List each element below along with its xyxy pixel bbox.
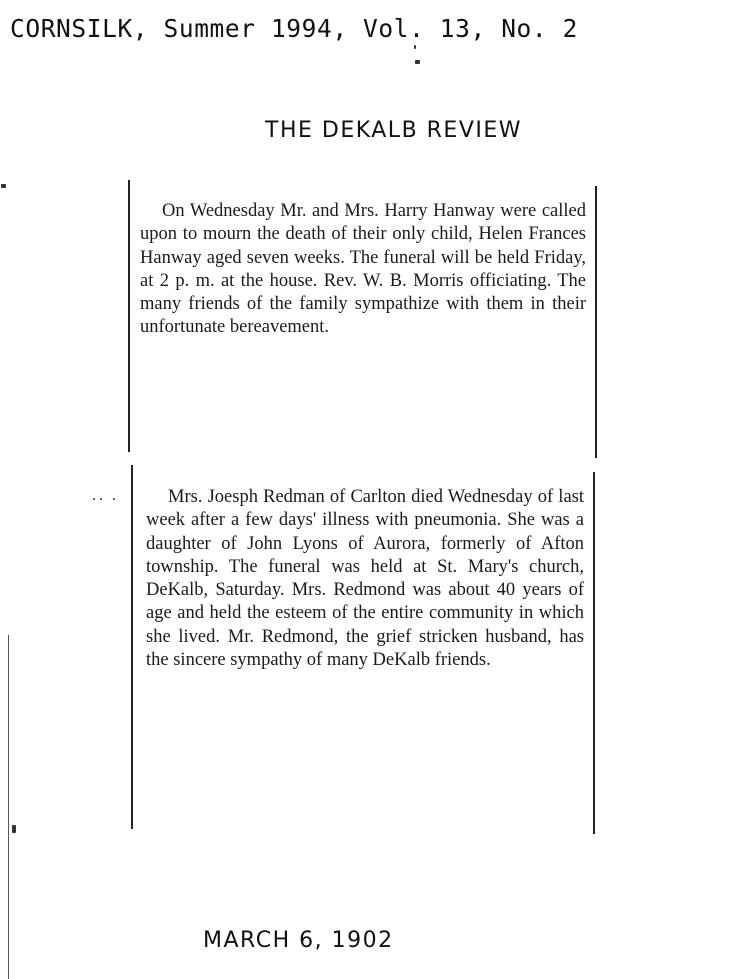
article-2-left-rule bbox=[131, 465, 133, 829]
left-margin-mark bbox=[8, 635, 9, 979]
scan-speck bbox=[12, 825, 16, 833]
publication-date: MARCH 6, 1902 bbox=[203, 928, 394, 953]
newspaper-title: THE DEKALB REVIEW bbox=[265, 118, 523, 143]
scan-speck bbox=[113, 498, 115, 500]
article-1-left-rule bbox=[128, 180, 130, 452]
publication-header: CORNSILK, Summer 1994, Vol. 13, No. 2 bbox=[10, 14, 578, 43]
article-2-right-rule bbox=[593, 472, 595, 834]
scan-speck bbox=[100, 498, 102, 500]
article-redman-text: Mrs. Joesph Redman of Carlton died Wednesday of last week after a few days' illness with pneumonia. She was a daughter of John Lyons of Aurora, formerly of Afton township. The funeral was held at St. Mary's church, DeKalb, Saturday. Mrs. Redmond was about 40 years of age and held the esteem of the entire community in which she lived. Mr. Redmond, the grief stricken husband, has the sincere sympathy of many DeKalb friends. bbox=[146, 487, 584, 671]
scan-speck bbox=[414, 45, 416, 49]
scan-speck bbox=[93, 498, 95, 500]
scan-speck bbox=[1, 184, 6, 188]
article-hanway-text: On Wednesday Mr. and Mrs. Harry Hanway were called upon to mourn the death of their only child, Helen Frances Hanway aged seven weeks. The funeral will be held Friday, at 2 p. m. at the house. Rev. W. B. Morris officiating. The many friends of the family sympathize with them in their unfortunate bereavement. bbox=[140, 201, 586, 338]
article-hanway bbox=[140, 200, 586, 340]
article-redman bbox=[146, 486, 584, 672]
scan-speck bbox=[415, 60, 420, 64]
article-1-right-rule bbox=[595, 186, 597, 458]
